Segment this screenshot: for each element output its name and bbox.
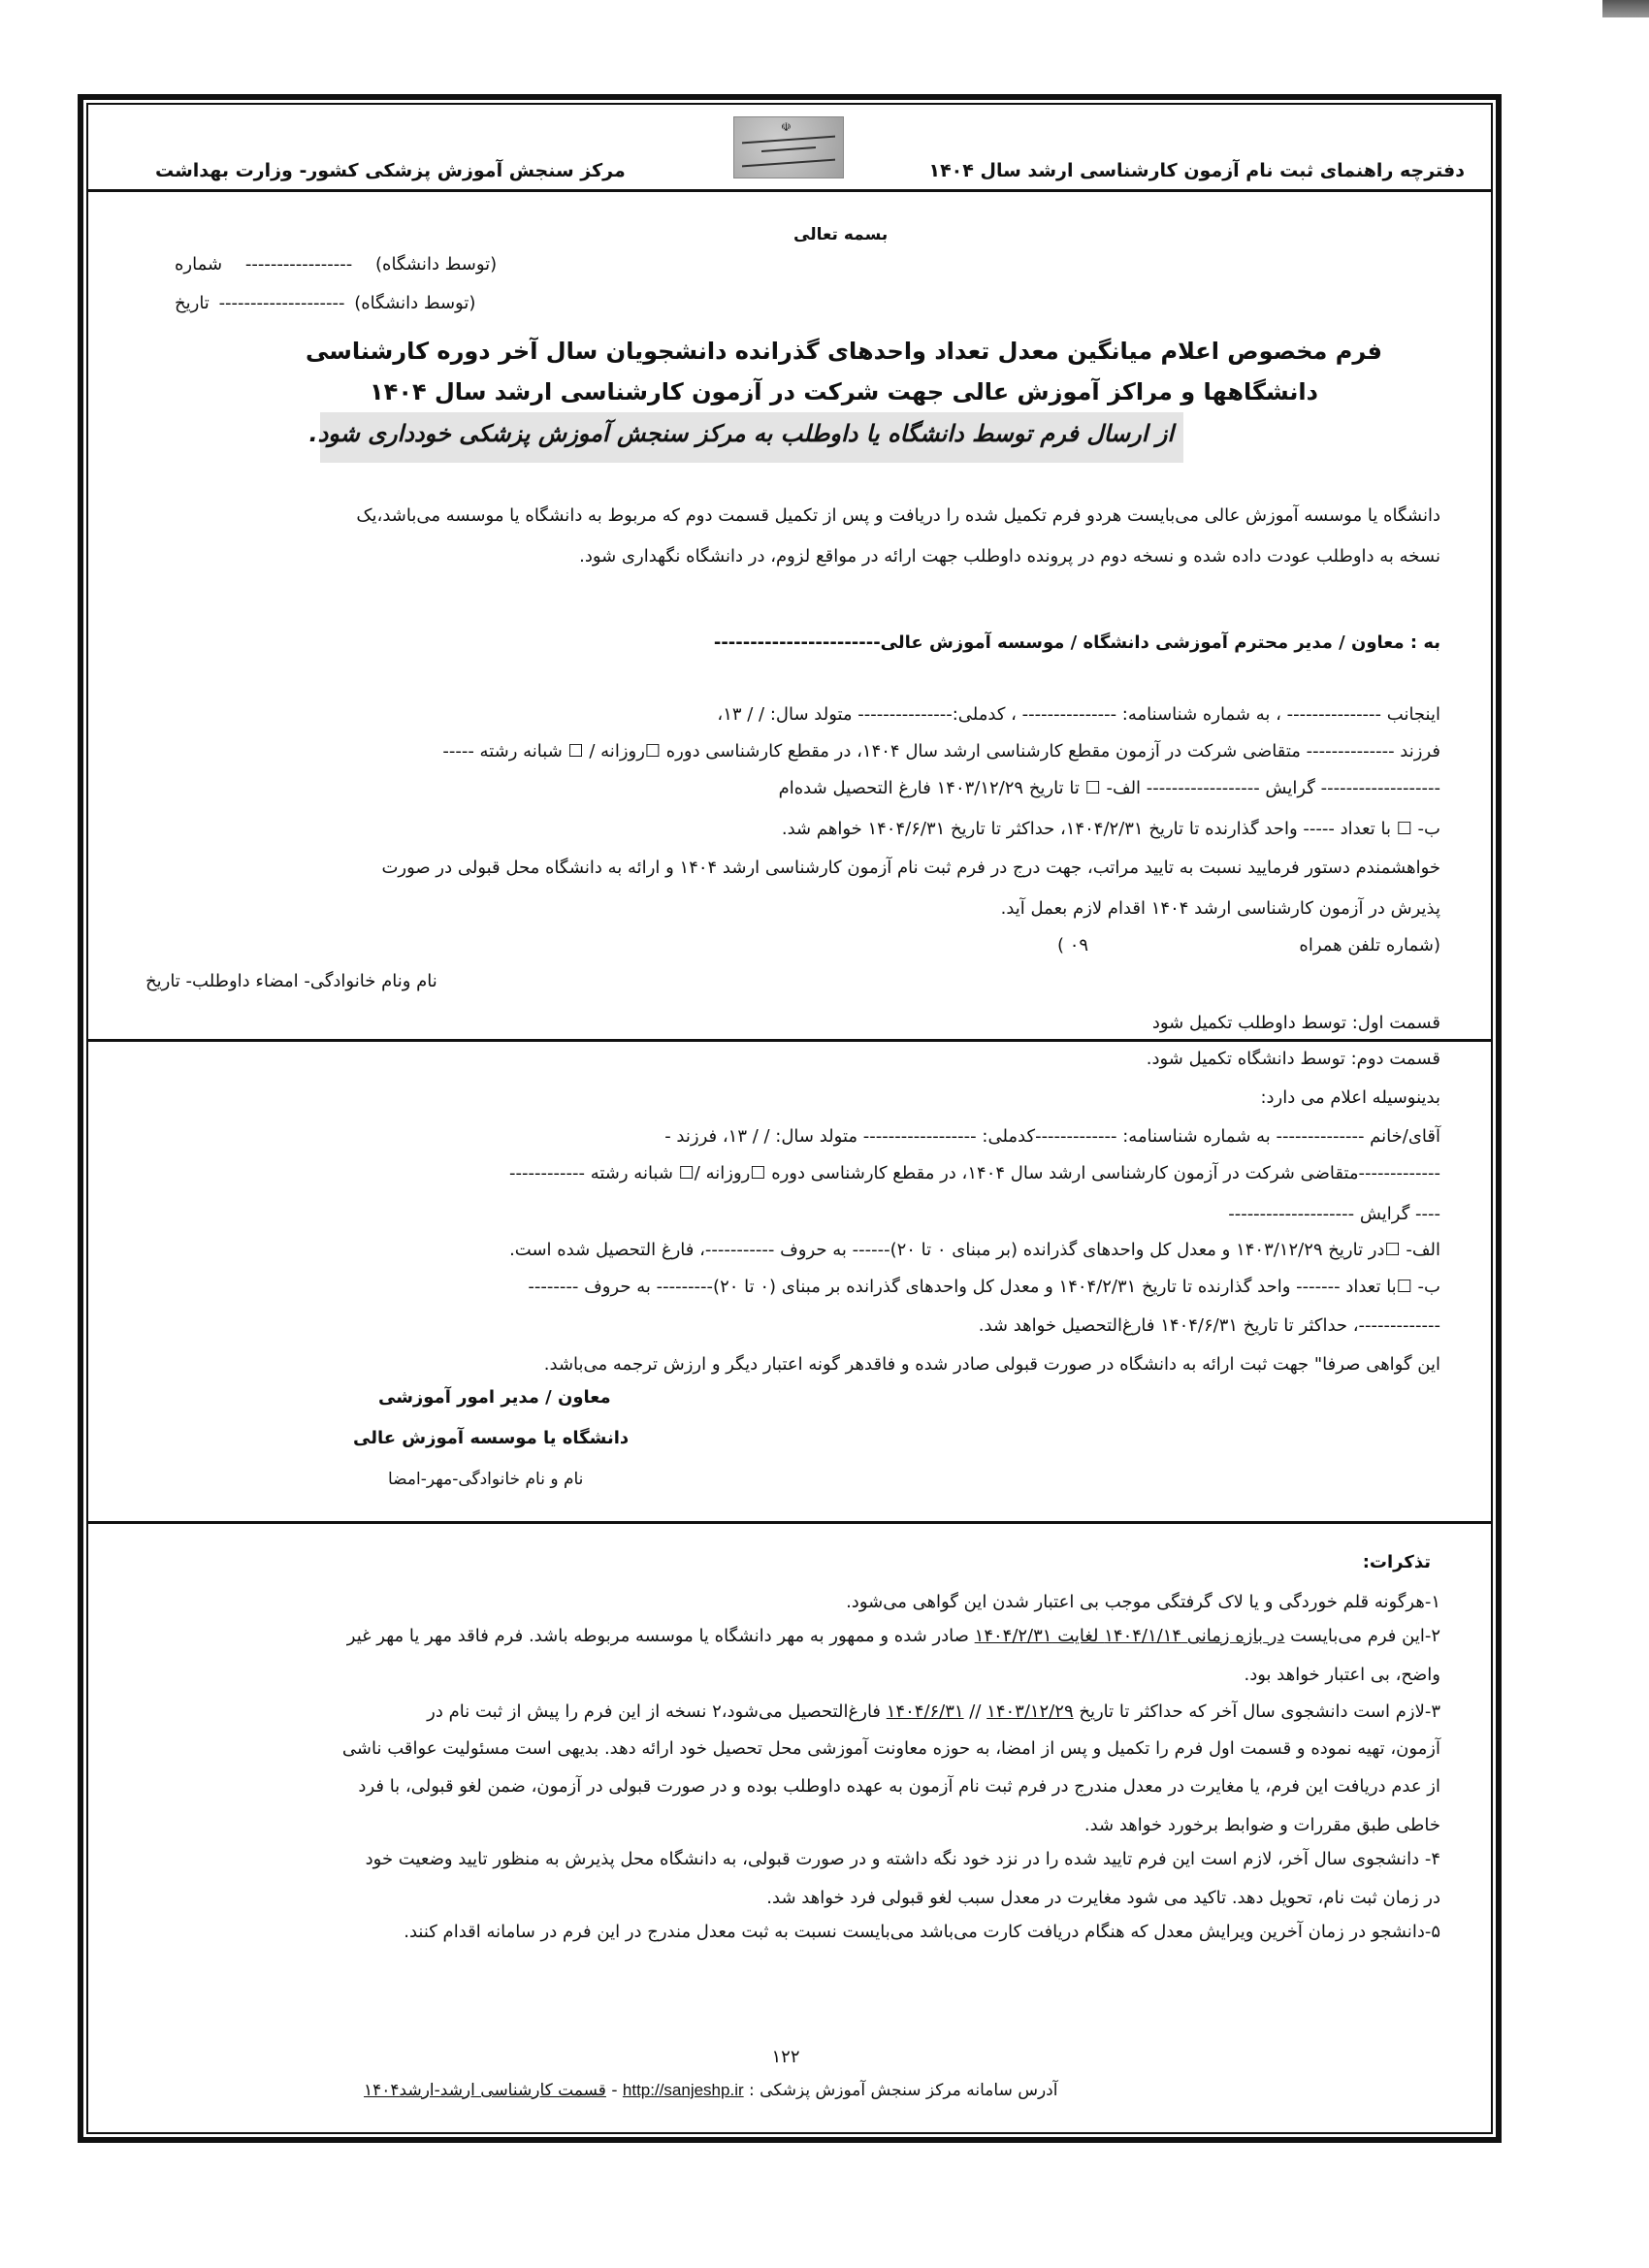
note-1: ۱-هرگونه قلم خوردگی و یا لاک گرفتگی موجب بی اعتبار شدن این گواهی می‌شود. <box>846 1592 1440 1612</box>
note-2-post: صادر شده و ممهور به مهر دانشگاه یا موسسه مربوطه باشد. فرم فاقد مهر یا مهر غیر <box>346 1626 975 1646</box>
footer-section-label: قسمت کارشناسی ارشد-ارشد۱۴۰۴ <box>364 2081 606 2100</box>
footer-dash: - <box>605 2081 618 2100</box>
logo-script-line <box>761 146 816 152</box>
part-divider <box>88 1039 1491 1042</box>
number-blank[interactable]: ----------------- <box>244 254 353 275</box>
note-3-pre: ۳-لازم است دانشجوی سال آخر که حداکثر تا تاریخ <box>1073 1701 1440 1722</box>
form-title-line2: دانشگاهها و مراکز آموزش عالی جهت شرکت در آزمون کارشناسی ارشد سال ۱۴۰۴ <box>370 378 1318 405</box>
note-2 <box>347 1620 1440 1653</box>
part1-line: پذیرش در آزمون کارشناسی ارشد ۱۴۰۴ اقدام لازم بعمل آید. <box>1000 898 1440 919</box>
signer-title: معاون / مدیر امور آموزشی <box>378 1387 611 1408</box>
part2-line: -------------متقاضی شرکت در آزمون کارشناسی ارشد سال ۱۴۰۴، در مقطع کارشناسی دوره ☐روزانه /☐ شبانه رشته ------------ <box>509 1163 1440 1183</box>
part1-line: ------------------- گرایش ------------------ الف- ☐ تا تاریخ ۱۴۰۳/۱۲/۲۹ فارغ التحصیل شده‌ام <box>778 778 1440 798</box>
note-3-post: فارغ‌التحصیل می‌شود،۲ نسخه از این فرم را پیش از ثبت نام در <box>427 1701 887 1722</box>
date-note: (توسط دانشگاه) <box>354 293 476 313</box>
number-label: شماره <box>175 254 223 275</box>
note-2-date-range: در بازه زمانی ۱۴۰۴/۱/۱۴ لغایت ۱۴۰۴/۲/۳۱ <box>974 1626 1285 1646</box>
note-3-sep: // <box>963 1701 987 1722</box>
footer-address <box>364 2081 1057 2100</box>
part2-line: آقای/خانم -------------- به شماره شناسنامه: -------------کدملی: ------------------ متولد سال: / / ۱۳، فرزند - <box>664 1126 1440 1147</box>
part1-line: فرزند -------------- متقاضی شرکت در آزمون مقطع کارشناسی ارشد سال ۱۴۰۴، در مقطع کارشناسی دوره ☐روزانه / ☐ شبانه رشته ----- <box>442 741 1440 761</box>
addressee: به : معاون / مدیر محترم آموزشی دانشگاه / موسسه آموزش عالی----------------------- <box>713 632 1440 653</box>
logo-script-line <box>742 136 835 145</box>
emblem-glyph-icon: ☫ <box>781 120 792 134</box>
organization-title: مرکز سنجش آموزش پزشکی کشور- وزارت بهداشت <box>155 160 626 181</box>
note-2-line2: واضح، بی اعتبار خواهد بود. <box>1244 1665 1440 1685</box>
note-3-line4: خاطی طبق مقررات و ضوابط برخورد خواهد شد. <box>1083 1815 1440 1835</box>
part1-line: خواهشمندم دستور فرمایید نسبت به تایید مراتب، جهت درج در فرم ثبت نام آزمون کارشناسی ارشد ۱۴۰۴ و ارائه به دانشگاه محل قبولی در صورت <box>381 858 1440 878</box>
date-blank[interactable]: -------------------- <box>218 293 345 313</box>
part1-footer: قسمت اول: توسط داوطلب تکمیل شود <box>1151 1013 1440 1033</box>
note-4-line2: در زمان ثبت نام، تحویل دهد. تاکید می شود مغایرت در معدل سبب لغو قبولی فرد خواهد شد. <box>766 1888 1440 1908</box>
note-3 <box>427 1696 1440 1729</box>
note-3-date2: ۱۴۰۴/۶/۳۱ <box>886 1701 964 1722</box>
intro-line2: نسخه به داوطلب عودت داده شده و نسخه دوم در پرونده داوطلب جهت ارائه در مواقع لزوم، در دانشگاه نگهداری شود. <box>579 546 1440 567</box>
note-3-line2: آزمون، تهیه نموده و قسمت اول فرم را تکمیل و پس از امضا، به حوزه معاونت آموزشی محل تحصیل خود ارائه دهد. بدیهی است مسئولیت عواقب ناشی <box>341 1738 1440 1759</box>
notes-divider <box>88 1521 1491 1524</box>
signer-institution: دانشگاه یا موسسه آموزش عالی <box>353 1428 630 1448</box>
scan-edge-shadow <box>1602 0 1649 17</box>
part2-line: ---- گرایش -------------------- <box>1228 1204 1440 1224</box>
basmala: بسمه تعالی <box>793 225 889 244</box>
part1-line: اینجانب --------------- ، به شماره شناسنامه: --------------- ، کدملی:--------------- متولد سال: / / ۱۳، <box>717 704 1440 725</box>
booklet-title: دفترچه راهنمای ثبت نام آزمون کارشناسی ارشد سال ۱۴۰۴ <box>928 160 1465 181</box>
note-3-date1: ۱۴۰۳/۱۲/۲۹ <box>986 1701 1074 1722</box>
part2-line: -------------، حداکثر تا تاریخ ۱۴۰۴/۶/۳۱ فارغ‌التحصیل خواهد شد. <box>978 1315 1440 1336</box>
applicant-signature-label: نام ونام خانوادگی- امضاء داوطلب- تاریخ <box>146 971 437 991</box>
date-field[interactable] <box>175 293 475 313</box>
part2-line: ب- ☐با تعداد ------- واحد گذارنده تا تاریخ ۱۴۰۴/۲/۳۱ و معدل کل واحدهای گذرانده بر مبنای (۰ تا ۲۰)--------- به حروف -------- <box>528 1277 1440 1297</box>
logo-script-line <box>742 159 835 168</box>
note-5: ۵-دانشجو در زمان آخرین ویرایش معدل که هنگام دریافت کارت می‌باشد می‌بایست نسبت به ثبت معدل مندرج در این فرم در سامانه اقدام کنند. <box>404 1922 1440 1942</box>
note-3-line3: از عدم دریافت این فرم، یا مغایرت در معدل مندرج در فرم ثبت نام آزمون به عهده داوطلب بوده و در صورت قبولی در آزمون، ضمن لغو قبولی، با فرد <box>358 1776 1440 1797</box>
page-number: ۱۲۲ <box>771 2047 800 2067</box>
part2-line: الف- ☐در تاریخ ۱۴۰۳/۱۲/۲۹ و معدل کل واحدهای گذرانده (بر مبنای ۰ تا ۲۰)------ به حروف -----------، فارغ التحصیل شده است. <box>509 1240 1440 1260</box>
warning-banner <box>308 412 1183 463</box>
header-divider <box>88 189 1491 192</box>
signer-signature-label: نام و نام خانوادگی-مهر-امضا <box>388 1470 584 1489</box>
certificate-disclaimer: این گواهی صرفا" جهت ثبت ارائه به دانشگاه در صورت قبولی صادر شده و فاقدهر گونه اعتبار دیگر و ارزش ترجمه می‌باشد. <box>543 1354 1440 1375</box>
intro-line1: دانشگاه یا موسسه آموزش عالی می‌بایست هردو فرم تکمیل شده را دریافت و پس از تکمیل قسمت دوم که مربوط به دانشگاه یا موسسه می‌باشد،یک <box>356 505 1440 526</box>
part2-announce: بدینوسیله اعلام می دارد: <box>1260 1087 1440 1108</box>
footer-address-label: آدرس سامانه مرکز سنجش آموزش پزشکی : <box>743 2081 1058 2100</box>
notes-heading: تذکرات: <box>1362 1552 1431 1572</box>
phone-field[interactable]: ۰۹ ) <box>1057 935 1089 956</box>
part2-header: قسمت دوم: توسط دانشگاه تکمیل شود. <box>1146 1049 1440 1069</box>
phone-label: (شماره تلفن همراه <box>1299 935 1440 956</box>
date-label: تاریخ <box>175 293 210 313</box>
note-4: ۴- دانشجوی سال آخر، لازم است این فرم تایید شده را در نزد خود نگه داشته و در صورت قبولی، به دانشگاه محل پذیرش به منظور تایید وضعیت خود <box>365 1849 1440 1869</box>
part1-line: ب- ☐ با تعداد ----- واحد گذارنده تا تاریخ ۱۴۰۴/۲/۳۱، حداکثر تا تاریخ ۱۴۰۴/۶/۳۱ خواهم شد. <box>781 819 1440 839</box>
number-field[interactable] <box>175 254 497 275</box>
note-2-pre: ۲-این فرم می‌بایست <box>1284 1626 1440 1646</box>
ministry-emblem-icon <box>733 116 844 178</box>
sanjesh-website-link[interactable]: http://sanjeshp.ir <box>622 2081 744 2099</box>
form-title-line1: فرم مخصوص اعلام میانگین معدل تعداد واحدهای گذرانده دانشجویان سال آخر دوره کارشناسی <box>305 338 1383 365</box>
warning-text: از ارسال فرم توسط دانشگاه یا داوطلب به مرکز سنجش آموزش پزشکی خودداری شود. <box>308 420 1174 447</box>
number-note: (توسط دانشگاه) <box>375 254 498 275</box>
